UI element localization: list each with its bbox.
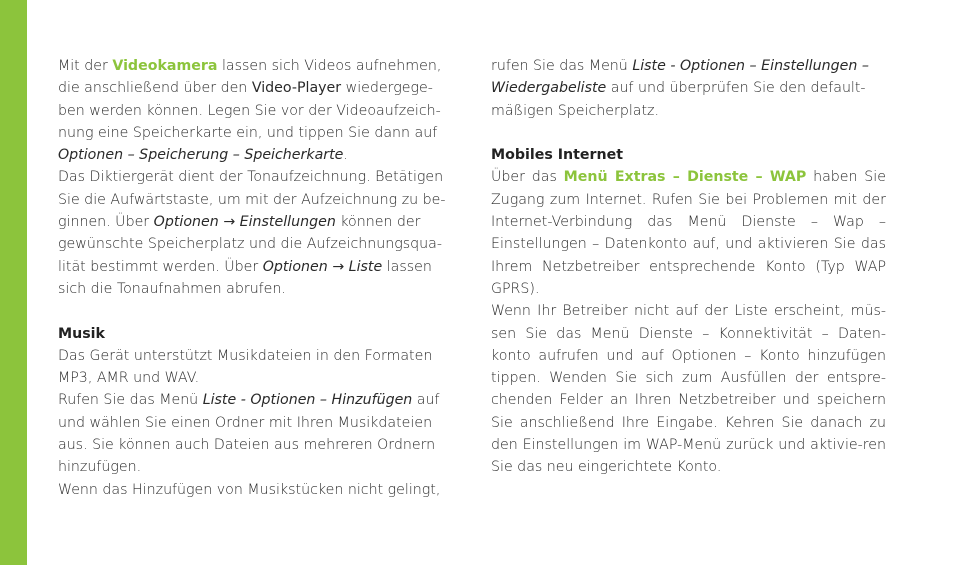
menu-path: Liste - Optionen – Einstellungen – Wiedergabeliste bbox=[491, 58, 869, 97]
operator-paragraph: Wenn Ihr Betreiber nicht auf der Liste erscheint, müs-sen Sie das Menü Dienste – Konnektivität – Daten-konto aufrufen und auf Optionen – Konto hinzufügen tippen. Wenden Sie sich zum Ausfüllen der entspre-chenden Felder an Ihren Netzbetreiber und speichern Sie anschließend Ihre Eingabe. Kehren Sie danach zu den Einstellungen im WAP-Menü zurück und aktivie-ren Sie das neu eingerichtete Konto. bbox=[491, 303, 886, 476]
text: . bbox=[343, 147, 348, 164]
highlight-videokamera: Videokamera bbox=[112, 58, 218, 74]
highlight-menu-path: Menü Extras – Dienste – WAP bbox=[563, 169, 807, 186]
menu-path: Optionen → Liste bbox=[262, 258, 383, 275]
text: rufen Sie das Menü bbox=[491, 58, 633, 74]
menu-path: Liste - Optionen – Hinzufügen bbox=[202, 392, 413, 409]
internet-heading: Mobiles Internet bbox=[491, 147, 624, 164]
text: haben Sie Zugang zum Internet. Rufen Sie bei Problemen mit der Internet-Verbindung das Menü Dienste – Wap – Einstellungen – Datenkonto auf, und aktivieren Sie das Ihrem Netzbetreiber entsprechende Konto (Typ WAP GPRS). bbox=[491, 169, 886, 297]
musik-formats-paragraph: Das Gerät unterstützt Musikdateien in den Formaten MP3, AMR und WAV. bbox=[58, 347, 433, 387]
video-player-term: Video-Player bbox=[251, 80, 342, 97]
menu-path: Optionen – Speicherung – Speicherkarte bbox=[58, 147, 344, 164]
videokamera-paragraph bbox=[58, 55, 452, 166]
text: Das Diktiergerät dient der Tonaufzeichnung. Betätigen Sie die Aufwärtstaste, um mit der Aufzeichnung zu be-ginnen. Über bbox=[58, 169, 446, 231]
text: lassen sich die Tonaufnahmen abrufen. bbox=[58, 258, 432, 297]
text: Rufen Sie das Menü bbox=[58, 392, 203, 409]
internet-access-paragraph bbox=[491, 166, 886, 300]
musik-fail-paragraph: Wenn das Hinzufügen von Musikstücken nicht gelingt, bbox=[58, 481, 441, 498]
text: lassen sich Videos aufnehmen, die anschließend über den bbox=[58, 58, 442, 97]
text: Mit der bbox=[58, 58, 113, 74]
menu-path: Optionen → Einstellungen bbox=[153, 214, 336, 231]
right-column bbox=[491, 55, 886, 479]
text: Über das bbox=[491, 169, 564, 186]
text: wiedergege-ben werden können. Legen Sie vor der Videoaufzeich-nung eine Speicherkarte ein, und tippen Sie dann auf bbox=[58, 80, 441, 141]
continuation-paragraph bbox=[491, 55, 886, 122]
green-side-bar bbox=[0, 0, 27, 565]
musik-add-paragraph bbox=[58, 389, 452, 478]
musik-heading: Musik bbox=[58, 325, 105, 342]
left-column bbox=[58, 55, 452, 501]
diktiergeraet-paragraph bbox=[58, 166, 452, 300]
text: auf und überprüfen Sie den default-mäßigen Speicherplatz. bbox=[491, 80, 866, 119]
text: auf und wählen Sie einen Ordner mit Ihren Musikdateien aus. Sie können auch Dateien aus mehreren Ordnern hinzufügen. bbox=[58, 392, 440, 476]
text: können der gewünschte Speicherplatz und die Aufzeichnungsqua-lität bestimmt werden. Über bbox=[58, 214, 442, 275]
